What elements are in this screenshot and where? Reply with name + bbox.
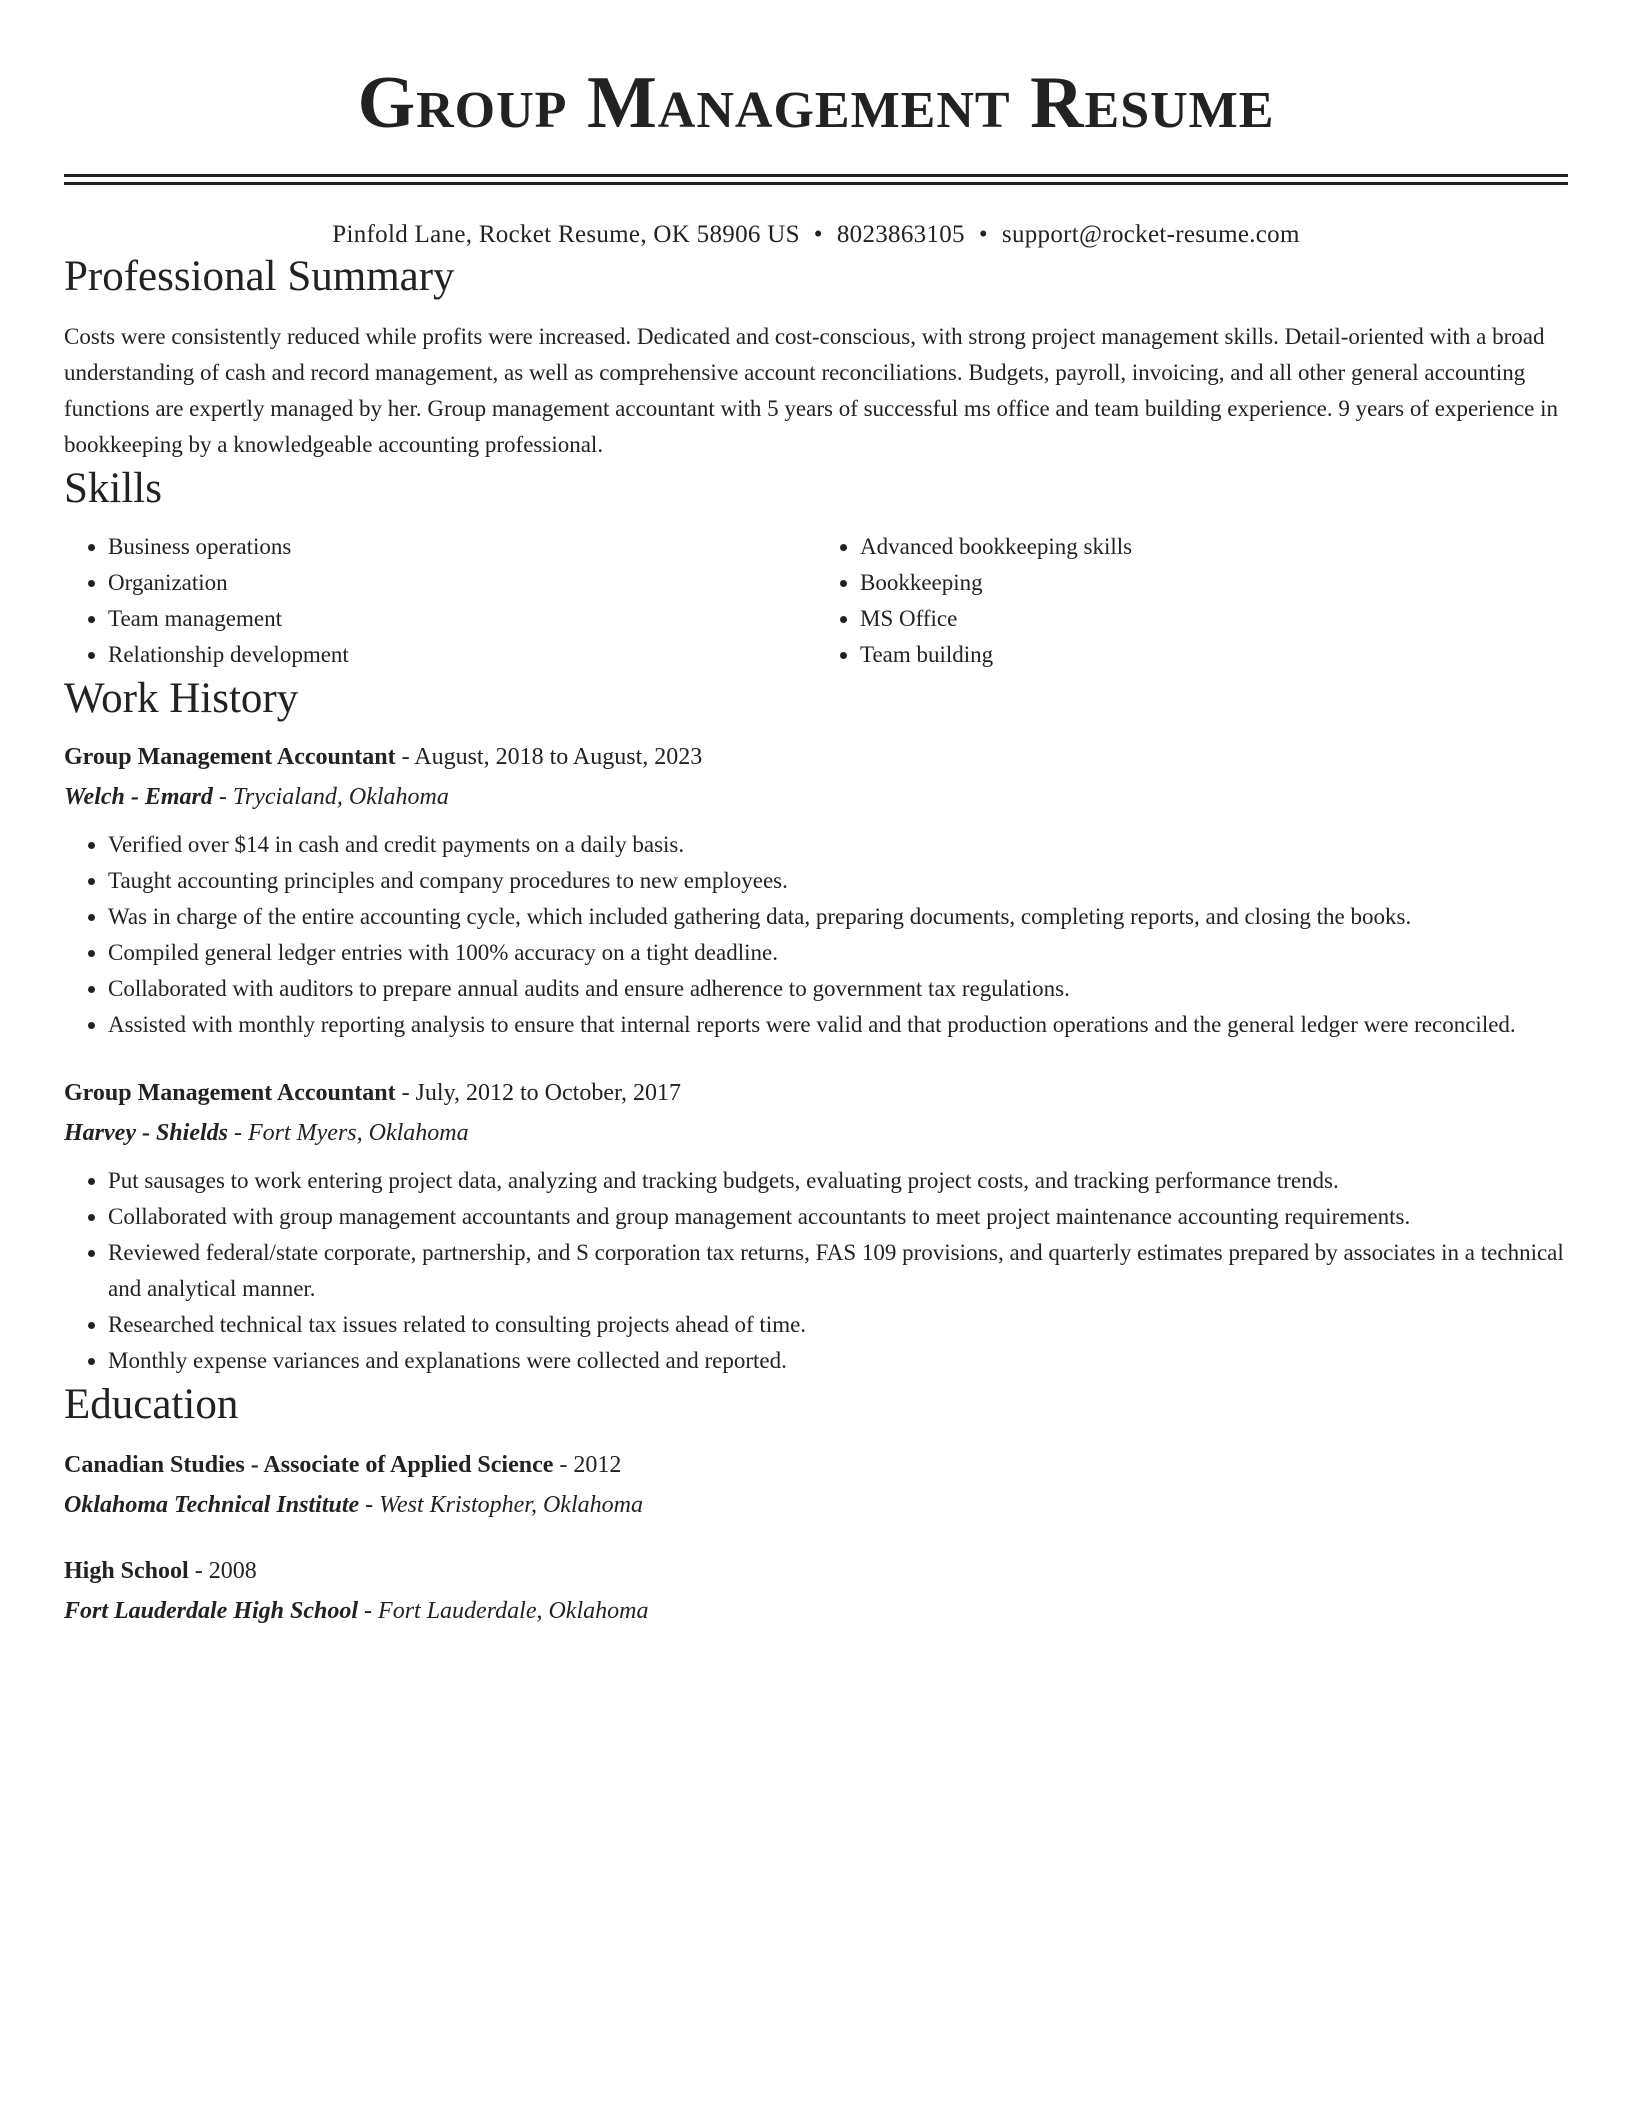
job-bullet: • Taught accounting principles and company procedures to new employees. [108,863,1568,899]
skill-item: • Advanced bookkeeping skills [860,529,1568,565]
job-bullets [64,1163,1568,1379]
education-school-line [64,1593,1568,1629]
skill-item: • Bookkeeping [860,565,1568,601]
contact-phone: 8023863105 [836,221,965,248]
contact-email: support@rocket-resume.com [1001,221,1300,248]
job-bullet: • Verified over $14 in cash and credit payments on a daily basis. [108,827,1568,863]
job-bullet: • Was in charge of the entire accounting cycle, which included gathering data, preparing documents, completing reports, and closing the books. [108,899,1568,935]
education-year: - 2012 [553,1452,622,1478]
skills-list [64,529,1568,673]
skills-column-left [64,529,816,673]
skill-item: • MS Office [860,601,1568,637]
contact-address: Pinfold Lane, Rocket Resume, OK 58906 US [332,221,800,248]
contact-line [64,219,1568,251]
job-company: Harvey - Shields [64,1120,228,1146]
education-heading: Education [64,1381,239,1428]
job-bullet: • Compiled general ledger entries with 100% accuracy on a tight deadline. [108,935,1568,971]
job-bullet: • Put sausages to work entering project data, analyzing and tracking budgets, evaluating project costs, and tracking performance trends. [108,1163,1568,1199]
education-header [64,1553,1568,1589]
education-location: - West Kristopher, Oklahoma [359,1492,643,1518]
job-location: - Fort Myers, Oklahoma [227,1120,469,1146]
job-bullet: • Monthly expense variances and explanations were collected and reported. [108,1343,1568,1379]
job-title: Group Management Accountant [64,744,396,770]
title-double-rule [64,174,1568,185]
education-degree: Canadian Studies - Associate of Applied Science [64,1452,554,1478]
job-title: Group Management Accountant [64,1080,396,1106]
education-location: - Fort Lauderdale, Oklahoma [358,1598,649,1624]
resume-title: Group Management Resume [357,62,1275,144]
job-header [64,739,1568,775]
skills-heading: Skills [64,465,162,512]
job-bullet: • Collaborated with group management accountants and group management accountants to meet project maintenance accounting requirements. [108,1199,1568,1235]
education-year: - 2008 [188,1558,257,1584]
job-entry [64,1075,1568,1379]
summary-text: Costs were consistently reduced while profits were increased. Dedicated and cost-conscious, with strong project management skills. Detail-oriented with a broad understanding of cash and record management, as well as comprehensive account reconciliations. Budgets, payroll, invoicing, and all other general accounting functions are expertly managed by her. Group management accountant with 5 years of successful ms office and team building experience. 9 years of experience in bookkeeping by a knowledgeable accounting professional. [64,324,1559,457]
job-dates: - July, 2012 to October, 2017 [395,1080,682,1106]
education-school-line [64,1487,1568,1523]
job-header [64,1075,1568,1111]
summary-heading: Professional Summary [64,253,455,300]
skills-column-right [816,529,1568,673]
skill-item: • Relationship development [108,637,816,673]
job-company-line [64,779,1568,815]
education-header [64,1447,1568,1483]
job-company: Welch - Emard [64,784,213,810]
work-history-heading: Work History [64,675,299,722]
skill-item: • Business operations [108,529,816,565]
job-bullet: • Assisted with monthly reporting analysis to ensure that internal reports were valid and that production operations and the general ledger were reconciled. [108,1007,1568,1043]
job-dates: - August, 2018 to August, 2023 [395,744,703,770]
education-degree: High School [64,1558,189,1584]
education-school: Oklahoma Technical Institute [64,1492,360,1518]
job-bullet: • Reviewed federal/state corporate, partnership, and S corporation tax returns, FAS 109 provisions, and quarterly estimates prepared by associates in a technical and analytical manner. [108,1235,1568,1307]
education-entry [64,1553,1568,1629]
education-entry [64,1447,1568,1523]
job-location: - Trycialand, Oklahoma [212,784,449,810]
job-company-line [64,1115,1568,1151]
contact-separator: • [978,221,988,248]
skill-item: • Team management [108,601,816,637]
job-bullets [64,827,1568,1043]
skill-item: • Organization [108,565,816,601]
contact-separator: • [813,221,823,248]
job-bullet: • Collaborated with auditors to prepare annual audits and ensure adherence to government tax regulations. [108,971,1568,1007]
education-school: Fort Lauderdale High School [64,1598,359,1624]
skill-item: • Team building [860,637,1568,673]
job-entry [64,739,1568,1043]
job-bullet: • Researched technical tax issues related to consulting projects ahead of time. [108,1307,1568,1343]
